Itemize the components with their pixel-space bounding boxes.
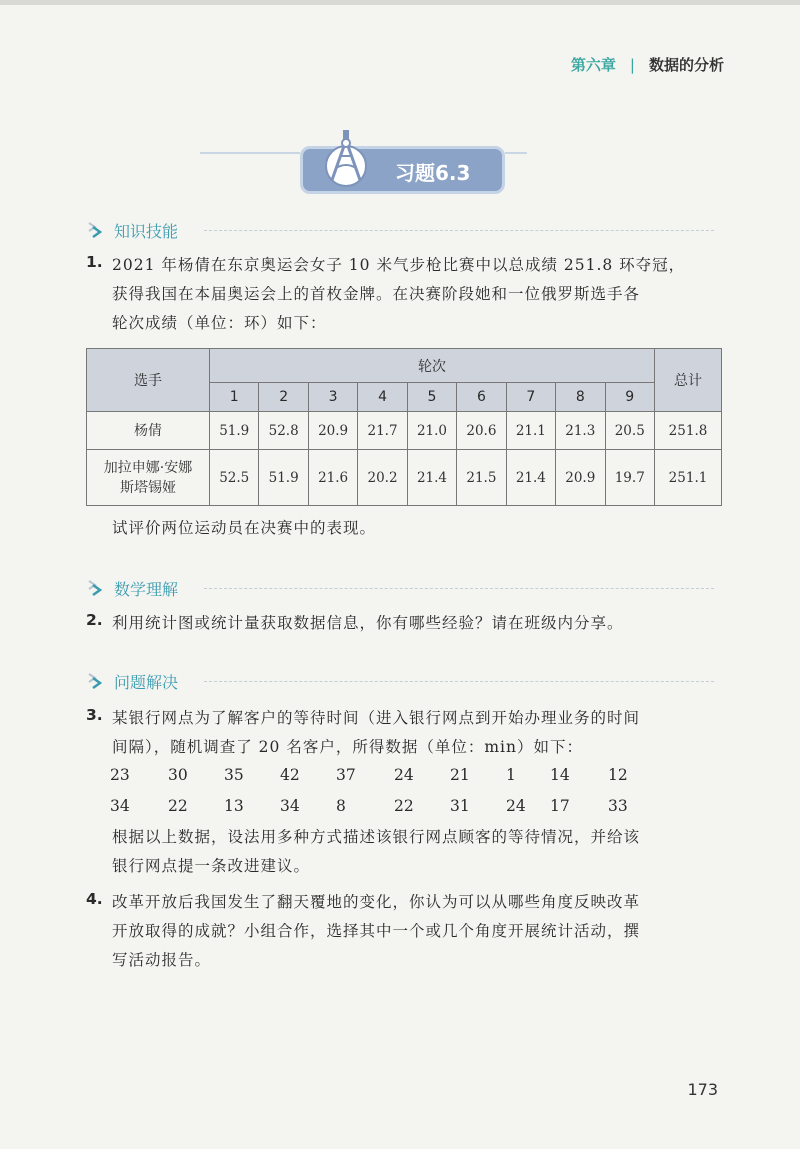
text-line: 改革开放后我国发生了翻天覆地的变化，你认为可以从哪些角度反映改革 bbox=[112, 893, 641, 911]
page-number: 173 bbox=[687, 1080, 718, 1099]
data-value: 14 bbox=[550, 766, 570, 784]
player-name: 杨倩 bbox=[87, 412, 210, 450]
data-value: 21 bbox=[450, 766, 470, 784]
round-number: 7 bbox=[506, 383, 555, 412]
question-3-text bbox=[112, 704, 640, 762]
section-title: 数学理解 bbox=[114, 580, 179, 599]
text-line: 写活动报告。 bbox=[112, 951, 212, 969]
score-cell: 21.7 bbox=[358, 412, 407, 450]
banner-line-left bbox=[200, 152, 300, 154]
question-1-followup: 试评价两位运动员在决赛中的表现。 bbox=[112, 519, 377, 537]
data-value: 37 bbox=[336, 766, 356, 784]
score-cell: 21.5 bbox=[457, 450, 506, 506]
score-cell: 20.5 bbox=[605, 412, 655, 450]
score-cell: 19.7 bbox=[605, 450, 655, 506]
round-number: 6 bbox=[457, 383, 506, 412]
data-value: 12 bbox=[608, 766, 628, 784]
text-line: 根据以上数据，设法用多种方式描述该银行网点顾客的等待情况，并给该 bbox=[112, 828, 641, 846]
page-top-edge bbox=[0, 0, 800, 5]
score-cell: 51.9 bbox=[259, 450, 308, 506]
player-header: 选手 bbox=[87, 349, 210, 412]
data-value: 30 bbox=[168, 766, 188, 784]
text-line: 某银行网点为了解客户的等待时间（进入银行网点到开始办理业务的时间 bbox=[112, 709, 641, 727]
text-line: 获得我国在本届奥运会上的首枚金牌。在决赛阶段她和一位俄罗斯选手各 bbox=[112, 285, 641, 303]
table-row bbox=[87, 450, 722, 506]
question-4-text bbox=[112, 888, 640, 975]
round-number: 5 bbox=[407, 383, 456, 412]
section-title: 问题解决 bbox=[114, 673, 179, 692]
table-row bbox=[87, 412, 722, 450]
score-cell: 20.2 bbox=[358, 450, 407, 506]
data-value: 17 bbox=[550, 797, 570, 815]
running-header bbox=[571, 54, 724, 75]
question-2-text: 利用统计图或统计量获取数据信息，你有哪些经验？请在班级内分享。 bbox=[112, 614, 624, 632]
total-header: 总计 bbox=[655, 349, 722, 412]
data-value: 34 bbox=[280, 797, 300, 815]
score-cell: 21.4 bbox=[506, 450, 555, 506]
score-cell: 21.6 bbox=[308, 450, 357, 506]
score-cell: 52.5 bbox=[210, 450, 259, 506]
round-number: 4 bbox=[358, 383, 407, 412]
total-cell: 251.1 bbox=[655, 450, 722, 506]
round-number: 1 bbox=[210, 383, 259, 412]
section-title: 知识技能 bbox=[114, 222, 179, 241]
question-3-followup bbox=[112, 823, 640, 881]
round-number: 8 bbox=[556, 383, 605, 412]
banner-line-right bbox=[505, 152, 527, 154]
player-name-line: 斯塔锡娅 bbox=[120, 479, 176, 496]
chevron-right-icon bbox=[86, 672, 104, 690]
round-number: 2 bbox=[259, 383, 308, 412]
round-number: 9 bbox=[605, 383, 655, 412]
score-cell: 21.4 bbox=[407, 450, 456, 506]
chevron-right-icon bbox=[86, 579, 104, 597]
scores-table bbox=[86, 348, 722, 506]
compass-icon bbox=[322, 128, 370, 190]
question-1-number: 1. bbox=[86, 253, 103, 271]
round-header: 轮次 bbox=[210, 349, 655, 383]
chapter-label: 第六章 bbox=[570, 56, 616, 74]
question-4-number: 4. bbox=[86, 890, 103, 908]
score-cell: 51.9 bbox=[210, 412, 259, 450]
section-rule bbox=[204, 230, 714, 232]
question-2-number: 2. bbox=[86, 611, 103, 629]
data-value: 13 bbox=[224, 797, 244, 815]
text-line: 间隔），随机调查了 20 名客户，所得数据（单位：min）如下： bbox=[112, 738, 583, 756]
data-value: 8 bbox=[336, 797, 346, 815]
text-line: 轮次成绩（单位：环）如下： bbox=[112, 314, 327, 332]
data-value: 35 bbox=[224, 766, 244, 784]
text-line: 开放取得的成就？小组合作，选择其中一个或几个角度开展统计活动，撰 bbox=[112, 922, 641, 940]
player-name bbox=[87, 450, 210, 506]
data-value: 31 bbox=[450, 797, 470, 815]
chevron-right-icon bbox=[86, 221, 104, 239]
data-value: 22 bbox=[168, 797, 188, 815]
score-cell: 20.9 bbox=[308, 412, 357, 450]
header-separator: | bbox=[629, 56, 635, 74]
total-cell: 251.8 bbox=[655, 412, 722, 450]
data-value: 24 bbox=[394, 766, 414, 784]
chapter-title: 数据的分析 bbox=[648, 56, 724, 74]
score-cell: 20.6 bbox=[457, 412, 506, 450]
score-cell: 52.8 bbox=[259, 412, 308, 450]
score-cell: 21.1 bbox=[506, 412, 555, 450]
data-value: 1 bbox=[506, 766, 516, 784]
score-cell: 21.0 bbox=[407, 412, 456, 450]
exercise-title: 习题6.3 bbox=[395, 161, 471, 185]
data-value: 33 bbox=[608, 797, 628, 815]
data-value: 42 bbox=[280, 766, 300, 784]
text-line: 2021 年杨倩在东京奥运会女子 10 米气步枪比赛中以总成绩 251.8 环夺冠， bbox=[112, 256, 686, 274]
round-number: 3 bbox=[308, 383, 357, 412]
score-cell: 21.3 bbox=[556, 412, 605, 450]
score-cell: 20.9 bbox=[556, 450, 605, 506]
data-value: 24 bbox=[506, 797, 526, 815]
player-name-line: 加拉申娜·安娜 bbox=[103, 459, 193, 476]
data-value: 22 bbox=[394, 797, 414, 815]
text-line: 银行网点提一条改进建议。 bbox=[112, 857, 311, 875]
section-rule bbox=[204, 588, 714, 590]
question-1-text bbox=[112, 251, 685, 338]
section-rule bbox=[204, 681, 714, 683]
data-value: 34 bbox=[110, 797, 130, 815]
question-3-number: 3. bbox=[86, 706, 103, 724]
data-value: 23 bbox=[110, 766, 130, 784]
